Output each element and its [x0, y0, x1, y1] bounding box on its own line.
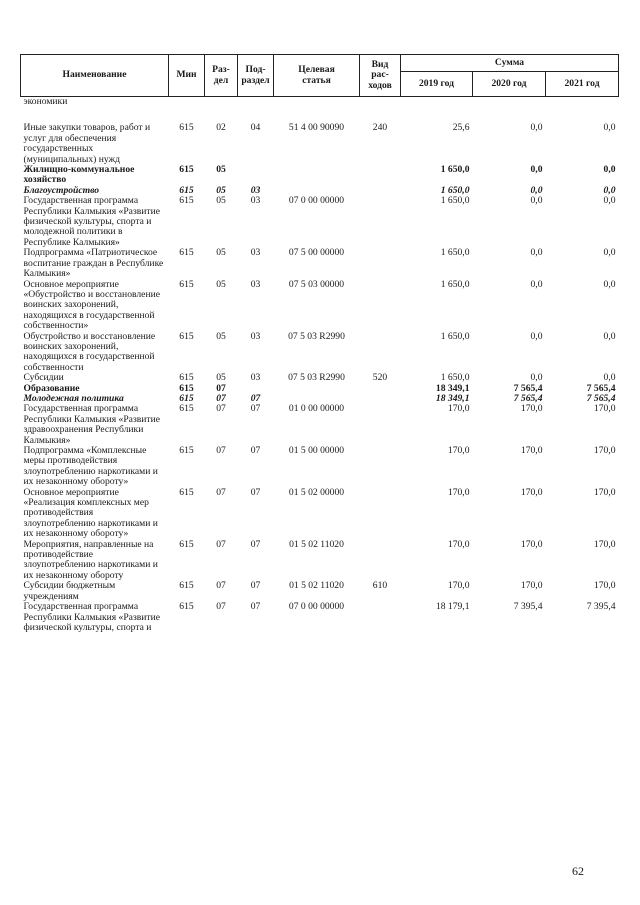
cell-2021: 0,0 [603, 247, 616, 259]
cell-name: Подпрограмма «Патриотическое воспитание граждан в Республике Калмыкия» [23, 247, 164, 280]
cell-2020: 0,0 [530, 122, 543, 134]
cell-2019: 170,0 [447, 445, 470, 456]
cell-2019: 170,0 [447, 486, 470, 498]
cell-2019: 25,6 [452, 122, 470, 134]
cell-celevaya-statya [274, 384, 360, 394]
cell-vid-rashodov: 240 [372, 122, 388, 134]
cell-razdel: 05 [216, 195, 226, 207]
cell-podrazdel [238, 107, 274, 123]
cell-2019: 1 650,0 [440, 164, 470, 176]
cell-name: Основное мероприятие «Обустройство и восстановление воинских захоронений, находящихся в государственной собственности» [23, 278, 160, 332]
cell-min: 615 [179, 247, 194, 259]
cell-podrazdel: 07 [250, 445, 261, 456]
cell-2019: 170,0 [447, 538, 470, 550]
cell-vid-rashodov [360, 602, 401, 633]
cell-2020: 0,0 [530, 372, 543, 384]
cell-podrazdel: 07 [250, 486, 261, 498]
cell-podrazdel: 07 [250, 580, 261, 592]
cell-2021: 170,0 [593, 486, 616, 498]
cell-2020: 0,0 [530, 195, 543, 207]
table-row [21, 332, 619, 374]
cell-name: Образование [23, 382, 80, 394]
header-name: Наименование [21, 55, 169, 97]
cell-podrazdel: 03 [250, 195, 261, 207]
cell-name: Иные закупки товаров, работ и услуг для обеспечения государственных (муниципальных) нужд [23, 122, 151, 165]
cell-name: Жилищно-коммунальное хозяйство [23, 164, 135, 186]
cell-2021: 7 565,4 [586, 392, 616, 404]
cell-name: Государственная программа Республики Калмыкия «Развитие физической культуры, спорта и [23, 601, 160, 633]
cell-2020: 170,0 [520, 538, 543, 550]
cell-2020 [473, 107, 546, 123]
cell-vid-rashodov [360, 394, 401, 404]
budget-table-sheet [20, 54, 618, 633]
cell-podrazdel: 04 [250, 122, 261, 134]
cell-vid-rashodov [360, 97, 401, 108]
table-row [21, 373, 619, 383]
cell-2019: 170,0 [447, 580, 470, 592]
cell-razdel: 02 [216, 122, 226, 134]
cell-vid-rashodov: 520 [372, 372, 388, 384]
table-row [21, 581, 619, 602]
header-celevaya-statya: Целевая статья [274, 55, 360, 97]
cell-2019: 1 650,0 [440, 247, 470, 259]
cell-vid-rashodov [360, 196, 401, 248]
cell-2020 [473, 97, 546, 108]
cell-2019: 1 650,0 [440, 195, 470, 207]
cell-razdel: 07 [216, 601, 226, 613]
cell-2021: 0,0 [603, 278, 616, 290]
cell-podrazdel: 03 [250, 278, 261, 290]
cell-razdel: 07 [216, 580, 226, 592]
cell-razdel: 05 [216, 247, 226, 259]
cell-vid-rashodov [360, 248, 401, 279]
cell-podrazdel: 03 [250, 247, 261, 259]
cell-name: экономики [23, 96, 68, 107]
cell-2021 [546, 107, 619, 123]
cell-2020: 170,0 [520, 486, 543, 498]
cell-podrazdel: 03 [250, 330, 261, 342]
cell-min: 615 [179, 372, 194, 384]
cell-razdel: 05 [216, 184, 226, 196]
cell-name: Благоустройство [23, 184, 100, 196]
table-header [21, 55, 619, 97]
cell-2019: 18 179,1 [435, 601, 470, 613]
cell-vid-rashodov [360, 446, 401, 488]
cell-razdel: 07 [216, 392, 226, 404]
cell-name: Мероприятия, направленные на противодействие злоупотреблению наркотиками и их незаконному обороту [23, 538, 158, 581]
cell-celevaya-statya [274, 97, 360, 108]
table-row [21, 123, 619, 165]
header-vid-rashodov: Вид рас- ходов [360, 55, 401, 97]
cell-2020: 7 395,4 [513, 601, 543, 613]
cell-2019 [401, 107, 473, 123]
cell-2020: 0,0 [530, 330, 543, 342]
cell-celevaya-statya: 01 5 02 00000 [288, 486, 345, 498]
cell-podrazdel: 07 [250, 538, 261, 550]
cell-name: Подпрограмма «Комплексные меры противодействия злоупотреблению наркотиками и их незаконному обороту» [23, 445, 158, 488]
budget-table [20, 54, 619, 633]
table-row [21, 540, 619, 582]
cell-podrazdel: 03 [250, 184, 261, 196]
cell-min: 615 [179, 164, 194, 176]
table-row [21, 107, 619, 123]
cell-podrazdel [238, 97, 274, 108]
cell-2019: 18 349,1 [435, 392, 470, 404]
cell-min: 615 [179, 382, 194, 394]
cell-2020: 170,0 [520, 580, 543, 592]
cell-name: Субсидии [23, 372, 64, 384]
cell-vid-rashodov [360, 107, 401, 123]
cell-2020: 7 565,4 [513, 392, 543, 404]
table-body [21, 97, 619, 634]
cell-razdel: 07 [216, 445, 226, 456]
cell-min: 615 [179, 580, 194, 592]
cell-celevaya-statya: 01 0 00 00000 [288, 403, 345, 415]
cell-celevaya-statya: 07 5 03 R2990 [288, 372, 345, 384]
cell-2020: 170,0 [520, 403, 543, 415]
cell-celevaya-statya: 07 5 03 R2990 [288, 330, 345, 342]
cell-min: 615 [179, 601, 194, 613]
cell-vid-rashodov [360, 165, 401, 186]
cell-podrazdel: 07 [250, 601, 261, 613]
cell-2021: 7 565,4 [586, 382, 616, 394]
header-year-2019: 2019 год [401, 72, 473, 97]
cell-vid-rashodov [360, 332, 401, 374]
cell-name: Государственная программа Республики Калмыкия «Развитие физической культуры, спорта и молодежной политики в Республике Калмыкия» [23, 195, 160, 248]
header-year-2021: 2021 год [546, 72, 619, 97]
cell-celevaya-statya: 07 5 00 00000 [288, 247, 345, 259]
cell-2020: 0,0 [530, 278, 543, 290]
cell-2020: 0,0 [530, 164, 543, 176]
cell-min [169, 97, 205, 108]
cell-min: 615 [179, 278, 194, 290]
cell-razdel: 07 [216, 486, 226, 498]
cell-podrazdel: 07 [250, 403, 261, 415]
cell-celevaya-statya: 07 0 00 00000 [288, 601, 345, 613]
page-number: 62 [572, 864, 584, 878]
cell-razdel: 07 [216, 382, 226, 394]
cell-razdel: 05 [216, 330, 226, 342]
cell-2020: 0,0 [530, 184, 543, 196]
cell-min: 615 [179, 330, 194, 342]
cell-2021: 0,0 [603, 195, 616, 207]
cell-podrazdel: 07 [250, 392, 261, 404]
cell-name: Обустройство и восстановление воинских захоронений, находящихся в государственной собственности [23, 330, 156, 373]
cell-2021: 170,0 [593, 403, 616, 415]
cell-min: 615 [179, 392, 194, 404]
header-razdel: Раз- дел [205, 55, 238, 97]
cell-2020: 0,0 [530, 247, 543, 259]
cell-min: 615 [179, 445, 194, 456]
header-min: Мин [169, 55, 205, 97]
cell-2021: 170,0 [593, 445, 616, 456]
cell-razdel: 05 [216, 278, 226, 290]
header-year-2020: 2020 год [473, 72, 546, 97]
cell-2019: 18 349,1 [435, 382, 470, 394]
cell-name: Основное мероприятие «Реализация комплексных мер противодействия злоупотреблению наркотиками и их незаконному обороту» [23, 486, 158, 540]
cell-2019: 1 650,0 [440, 330, 470, 342]
cell-vid-rashodov [360, 384, 401, 394]
cell-vid-rashodov [360, 280, 401, 332]
table-row [21, 602, 619, 633]
table-row [21, 446, 619, 488]
cell-2019: 170,0 [447, 403, 470, 415]
table-row [21, 97, 619, 108]
cell-razdel: 07 [216, 403, 226, 415]
table-row [21, 404, 619, 446]
cell-min [169, 107, 205, 123]
cell-celevaya-statya: 51 4 00 90090 [288, 122, 345, 134]
table-row [21, 280, 619, 332]
cell-razdel: 05 [216, 372, 226, 384]
cell-celevaya-statya [274, 165, 360, 186]
cell-2021: 0,0 [603, 164, 616, 176]
cell-2021: 0,0 [603, 330, 616, 342]
cell-name: Субсидии бюджетным учреждениям [23, 580, 116, 602]
cell-2021: 170,0 [593, 580, 616, 592]
cell-min: 615 [179, 195, 194, 207]
table-row [21, 165, 619, 186]
header-summa: Сумма [401, 55, 619, 72]
cell-celevaya-statya: 01 5 00 00000 [288, 445, 345, 456]
table-row [21, 196, 619, 248]
cell-min: 615 [179, 538, 194, 550]
cell-podrazdel [238, 165, 274, 186]
cell-2019: 1 650,0 [440, 184, 470, 196]
cell-razdel: 07 [216, 538, 226, 550]
cell-celevaya-statya: 01 5 02 11020 [289, 580, 344, 592]
cell-name: Молодежная политика [23, 392, 124, 404]
cell-podrazdel: 03 [250, 372, 261, 384]
cell-2019: 1 650,0 [440, 372, 470, 384]
cell-min: 615 [179, 403, 194, 415]
cell-2021: 7 395,4 [586, 601, 616, 613]
cell-vid-rashodov [360, 404, 401, 446]
cell-2019: 1 650,0 [440, 278, 470, 290]
cell-2021: 0,0 [603, 122, 616, 134]
cell-razdel: 05 [216, 164, 226, 176]
table-row [21, 248, 619, 279]
header-podrazdel: Под- раздел [238, 55, 274, 97]
cell-2020: 170,0 [520, 445, 543, 456]
cell-name: Государственная программа Республики Калмыкия «Развитие здравоохранения Республики Калмыкия» [23, 403, 160, 446]
cell-vid-rashodov: 610 [372, 580, 388, 592]
cell-2020: 7 565,4 [513, 382, 543, 394]
cell-2021: 0,0 [603, 184, 616, 196]
cell-celevaya-statya: 01 5 02 11020 [289, 538, 344, 550]
cell-min: 615 [179, 122, 194, 134]
cell-min: 615 [179, 184, 194, 196]
cell-razdel [205, 107, 238, 123]
cell-2019 [401, 97, 473, 108]
cell-2021: 0,0 [603, 372, 616, 384]
cell-celevaya-statya [274, 107, 360, 123]
cell-vid-rashodov [360, 186, 401, 196]
cell-vid-rashodov [360, 488, 401, 540]
table-row [21, 488, 619, 540]
cell-vid-rashodov [360, 540, 401, 582]
cell-2021: 170,0 [593, 538, 616, 550]
cell-celevaya-statya: 07 5 03 00000 [288, 278, 345, 290]
cell-razdel [205, 97, 238, 108]
cell-celevaya-statya: 07 0 00 00000 [288, 195, 345, 207]
cell-name [21, 107, 169, 123]
cell-min: 615 [179, 486, 194, 498]
cell-2021 [546, 97, 619, 108]
